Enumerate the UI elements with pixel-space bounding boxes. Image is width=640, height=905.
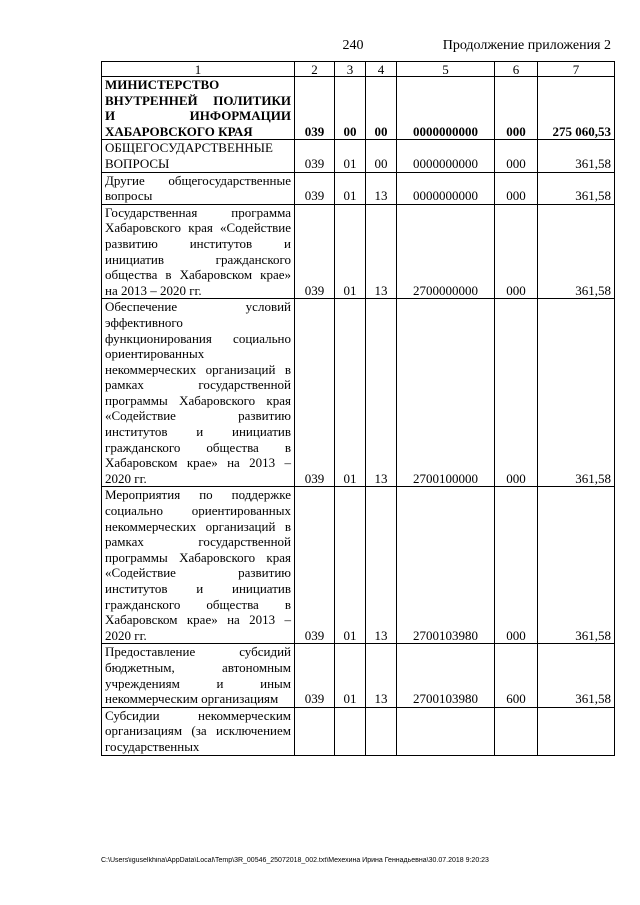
row-code-subsection: 13	[366, 644, 397, 707]
row-code-target: 2700103980	[397, 487, 495, 644]
column-number: 5	[397, 62, 495, 77]
row-name: Государственная программа Хабаровского края «Содействие развитию институтов и инициатив гражданского общества в Хабаровском крае» на 2013 – 2020 гг.	[102, 204, 295, 299]
row-code-expense: 000	[495, 487, 538, 644]
row-code-section: 01	[335, 299, 366, 487]
column-number: 7	[538, 62, 615, 77]
row-code-subsection: 00	[366, 77, 397, 140]
row-code-section: 01	[335, 140, 366, 172]
row-code-admin: 039	[295, 77, 335, 140]
row-code-admin: 039	[295, 299, 335, 487]
column-number: 3	[335, 62, 366, 77]
table-row	[102, 299, 615, 487]
row-sum: 361,58	[538, 487, 615, 644]
row-code-section: 01	[335, 487, 366, 644]
row-sum: 361,58	[538, 172, 615, 204]
row-sum: 361,58	[538, 644, 615, 707]
column-number: 2	[295, 62, 335, 77]
row-code-section	[335, 707, 366, 755]
continuation-label: Продолжение приложения 2	[442, 38, 611, 53]
row-code-admin: 039	[295, 204, 335, 299]
row-name: Субсидии некоммерческим организациям (за исключением государственных	[102, 707, 295, 755]
row-code-section: 01	[335, 172, 366, 204]
row-name: Предоставление субсидий бюджетным, автономным учреждениям и иным некоммерческим организациям	[102, 644, 295, 707]
row-sum	[538, 707, 615, 755]
table-row	[102, 172, 615, 204]
table-row	[102, 77, 615, 140]
row-code-admin: 039	[295, 172, 335, 204]
row-sum: 275 060,53	[538, 77, 615, 140]
row-code-subsection: 13	[366, 299, 397, 487]
row-code-target: 2700100000	[397, 299, 495, 487]
row-code-expense: 000	[495, 77, 538, 140]
row-code-expense: 000	[495, 140, 538, 172]
row-code-expense	[495, 707, 538, 755]
row-code-section: 01	[335, 644, 366, 707]
row-code-target: 0000000000	[397, 172, 495, 204]
column-number: 6	[495, 62, 538, 77]
row-name: ОБЩЕГОСУДАРСТВЕННЫЕ ВОПРОСЫ	[102, 140, 295, 172]
table-row	[102, 487, 615, 644]
budget-table	[101, 61, 615, 756]
column-number: 1	[102, 62, 295, 77]
footer-file-path: C:\Users\iguselkhina\AppData\Local\Temp\3R_00546_25072018_002.txt\Мехехина Ирина Геннадьевна\30.07.2018 9:20:23	[101, 857, 489, 864]
row-code-subsection: 13	[366, 487, 397, 644]
row-code-target: 0000000000	[397, 77, 495, 140]
row-code-subsection: 13	[366, 172, 397, 204]
row-sum: 361,58	[538, 140, 615, 172]
row-code-expense: 000	[495, 204, 538, 299]
column-number: 4	[366, 62, 397, 77]
page-number: 240	[342, 38, 364, 53]
row-code-section: 00	[335, 77, 366, 140]
row-code-section: 01	[335, 204, 366, 299]
row-code-expense: 000	[495, 172, 538, 204]
row-code-target	[397, 707, 495, 755]
row-name: МИНИСТЕРСТВО ВНУТРЕННЕЙ ПОЛИТИКИ И ИНФОРМАЦИИ ХАБАРОВСКОГО КРАЯ	[102, 77, 295, 140]
table-row	[102, 204, 615, 299]
row-sum: 361,58	[538, 299, 615, 487]
row-code-target: 0000000000	[397, 140, 495, 172]
column-number-row	[102, 62, 615, 77]
row-code-admin: 039	[295, 644, 335, 707]
row-code-admin	[295, 707, 335, 755]
table-row	[102, 140, 615, 172]
row-code-admin: 039	[295, 487, 335, 644]
table-row	[102, 707, 615, 755]
row-name: Мероприятия по поддержке социально ориентированных некоммерческих организаций в рамках государственной программы Хабаровского края «Содействие развитию институтов и инициатив гражданского общества в Хабаровском крае» на 2013 – 2020 гг.	[102, 487, 295, 644]
row-code-subsection: 00	[366, 140, 397, 172]
row-sum: 361,58	[538, 204, 615, 299]
row-code-expense: 600	[495, 644, 538, 707]
table-row	[102, 644, 615, 707]
row-code-expense: 000	[495, 299, 538, 487]
row-code-admin: 039	[295, 140, 335, 172]
row-code-subsection: 13	[366, 204, 397, 299]
row-name: Другие общегосударственные вопросы	[102, 172, 295, 204]
row-code-target: 2700000000	[397, 204, 495, 299]
row-code-target: 2700103980	[397, 644, 495, 707]
row-name: Обеспечение условий эффективного функционирования социально ориентированных некоммерческих организаций в рамках государственной программы Хабаровского края «Содействие развитию институтов и инициатив гражданского общества в Хабаровском крае» на 2013 – 2020 гг.	[102, 299, 295, 487]
row-code-subsection	[366, 707, 397, 755]
